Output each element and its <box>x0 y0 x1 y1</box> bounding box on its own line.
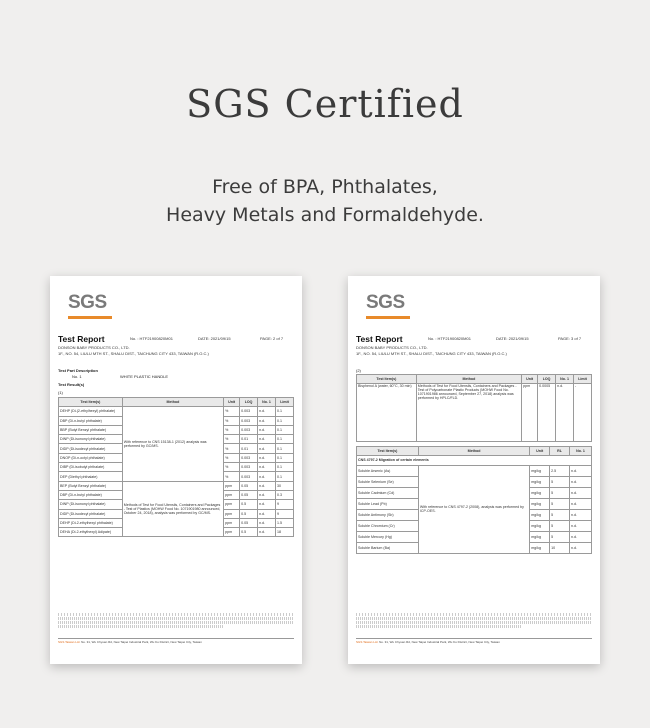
table-header: No. 1 <box>556 375 574 384</box>
value-cell: 0.003 <box>240 407 258 416</box>
test-item: DEHP (Di-2-ethylhexyl phthalate) <box>59 518 123 527</box>
value-cell: n.d. <box>258 435 276 444</box>
value-cell: mg/kg <box>530 531 550 542</box>
value-cell: % <box>224 407 240 416</box>
part-name: WHITE PLASTIC HANDLE <box>120 374 169 379</box>
subtitle-line-2: Heavy Metals and Formaldehyde. <box>166 204 484 226</box>
sgs-logo: SGS <box>366 292 410 322</box>
value-cell: 5 <box>550 520 570 531</box>
test-item: Soluble Lead (Pb) <box>357 498 419 509</box>
value-cell: 0.1 <box>276 453 294 462</box>
value-cell: 18 <box>276 528 294 537</box>
value-cell: mg/kg <box>530 498 550 509</box>
value-cell: mg/kg <box>530 520 550 531</box>
value-cell: n.d. <box>570 498 592 509</box>
table-header: Test Item(s) <box>357 375 417 384</box>
value-cell: 0.01 <box>240 444 258 453</box>
value-cell: n.d. <box>570 520 592 531</box>
test-item: Soluble Selenium (Se) <box>357 476 419 487</box>
value-cell: mg/kg <box>530 476 550 487</box>
value-cell: 0.5 <box>240 500 258 509</box>
value-cell: ppm <box>224 509 240 518</box>
table-header: Method <box>416 375 521 384</box>
value-cell: 30 <box>276 481 294 490</box>
table-header: RL <box>550 447 570 456</box>
value-cell: 5 <box>550 476 570 487</box>
value-cell: 0.01 <box>240 435 258 444</box>
test-item: DBP (Di-n-butyl phthalate) <box>59 490 123 499</box>
table-header: Limit <box>276 398 294 407</box>
table-header: No. 1 <box>570 447 592 456</box>
method-cell: Methods of Test for Food Utensils, Containers and Packages - Test of Plastics (MOHW Food No. 1071901980 announced, October 24, 2018), analysis was performed by GC/MS. <box>122 481 223 537</box>
value-cell: 0.1 <box>276 435 294 444</box>
test-item: DIDP (Di-isodecyl phthalate) <box>59 444 123 453</box>
value-cell: ppm <box>224 518 240 527</box>
footer-company: SGS Taiwan Ltd. No. 31, Wu Chyuan Rd, New Taipei Industrial Park, Wu Ku District, New Taipei City, Taiwan <box>58 638 294 645</box>
elements-table <box>356 446 592 554</box>
value-cell: 0.05 <box>240 481 258 490</box>
value-cell: 0.1 <box>276 416 294 425</box>
value-cell: ppm <box>224 490 240 499</box>
value-cell: n.d. <box>258 407 276 416</box>
bpa-table: Test Item(s) Method Unit LOQ No. 1 Limit Bisphenol A (water, 60°C, 30 min) Methods of Test for Food Utensils, Containers and Packages - Test of Polycarbonate Plastic Products (MOHW Food No. 1071901986 announced, September 27, 2018) analysis was performed by HPLC/FLD. ppm 0.0005 n.d. - <box>356 374 592 442</box>
test-item: DEP (Diethyl phthalate) <box>59 472 123 481</box>
value-cell: n.d. <box>258 528 276 537</box>
company-block: DONSON BABY PRODUCTS CO., LTD. 1F., NO. 54, LIULU MTH ST., SHALU DIST., TAICHUNG CITY 433, TAIWAN (R.O.C.) <box>58 345 209 356</box>
value-cell: n.d. <box>258 425 276 434</box>
sgs-logo: SGS <box>68 292 112 322</box>
value-cell: 2.5 <box>550 465 570 476</box>
method-cell: With reference to CNS 15138-1 (2012) analysis was performed by GC/MS. <box>122 407 223 481</box>
table-header: Test Item(s) <box>357 447 419 456</box>
table-header: LOQ <box>240 398 258 407</box>
table-header: LOQ <box>538 375 556 384</box>
test-item: DINP (Di-isononyl phthalate) <box>59 500 123 509</box>
part-number: No. 1 <box>72 374 82 379</box>
value-cell: 5 <box>550 498 570 509</box>
value-cell: 9 <box>276 500 294 509</box>
value-cell: n.d. <box>570 476 592 487</box>
value-cell: % <box>224 435 240 444</box>
part-description-label: Test Part Description <box>58 368 98 373</box>
table-header: Method <box>418 447 529 456</box>
test-item: DEHP (Di-(2-ethylhexyl) phthalate) <box>59 407 123 416</box>
test-item: Soluble Chromium (Cr) <box>357 520 419 531</box>
report-title: Test Report <box>356 334 403 344</box>
footer-company: SGS Taiwan Ltd. No. 31, Wu Chyuan Rd, New Taipei Industrial Park, Wu Ku District, New Taipei City, Taiwan <box>356 638 592 645</box>
value-cell: n.d. <box>258 453 276 462</box>
report-page: PAGE: 3 of 7 <box>558 336 582 341</box>
report-page: PAGE: 2 of 7 <box>260 336 284 341</box>
test-item: DINP (Di-isononyl phthalate) <box>59 435 123 444</box>
value-cell: n.d. <box>258 472 276 481</box>
value-cell: % <box>224 416 240 425</box>
value-cell: 0.1 <box>276 463 294 472</box>
table-header: Unit <box>522 375 538 384</box>
value-cell: mg/kg <box>530 542 550 553</box>
value-cell: 0.003 <box>240 425 258 434</box>
value-cell: 0.003 <box>240 472 258 481</box>
value-cell: 10 <box>550 542 570 553</box>
test-item: DIDP (Di-isodecyl phthalate) <box>59 509 123 518</box>
value-cell: n.d. <box>258 481 276 490</box>
test-item: DBP (Di-n-butyl phthalate) <box>59 416 123 425</box>
value-cell: 0.5 <box>240 528 258 537</box>
value-cell: % <box>224 444 240 453</box>
value-cell: n.d. <box>258 490 276 499</box>
report-date: DATE: 2021/09/15 <box>496 336 529 341</box>
section-heading: CNS 4797-2 Migration of certain elements <box>357 456 592 465</box>
value-cell: 5 <box>550 509 570 520</box>
value-cell: mg/kg <box>530 509 550 520</box>
value-cell: ppm <box>224 500 240 509</box>
value-cell: n.d. <box>570 487 592 498</box>
value-cell: % <box>224 463 240 472</box>
test-item: DNOP (Di-n-octyl phthalate) <box>59 453 123 462</box>
results-label: Test Result(s) <box>58 382 85 387</box>
value-cell: 1.5 <box>276 518 294 527</box>
footer-disclaimer <box>58 613 294 628</box>
test-report-page-2 <box>50 276 302 664</box>
value-cell: n.d. <box>258 444 276 453</box>
value-cell: 0.003 <box>240 416 258 425</box>
value-cell: n.d. <box>258 509 276 518</box>
test-item: Soluble Cadmium (Cd) <box>357 487 419 498</box>
table-header: Unit <box>530 447 550 456</box>
table-header: No. 1 <box>258 398 276 407</box>
table-row <box>59 407 294 416</box>
value-cell: 0.1 <box>276 472 294 481</box>
value-cell: n.d. <box>570 465 592 476</box>
value-cell: ppm <box>224 481 240 490</box>
value-cell: % <box>224 453 240 462</box>
report-number: No. : HTF21900820M01 <box>428 336 471 341</box>
value-cell: n.d. <box>570 531 592 542</box>
test-item: Soluble Barium (Ba) <box>357 542 419 553</box>
value-cell: % <box>224 472 240 481</box>
value-cell: n.d. <box>258 463 276 472</box>
value-cell: mg/kg <box>530 465 550 476</box>
value-cell: 0.1 <box>276 407 294 416</box>
value-cell: 0.05 <box>240 518 258 527</box>
report-title: Test Report <box>58 334 105 344</box>
results-table <box>58 397 294 537</box>
value-cell: 0.3 <box>276 490 294 499</box>
test-item: Soluble Antimony (Sb) <box>357 509 419 520</box>
value-cell: 9 <box>276 509 294 518</box>
value-cell: n.d. <box>258 518 276 527</box>
value-cell: mg/kg <box>530 487 550 498</box>
table-header: Method <box>122 398 223 407</box>
report-number: No. : HTF21900820M01 <box>130 336 173 341</box>
value-cell: ppm <box>224 528 240 537</box>
test-item: DEHA (Di-2-ethylhexyl) Adipate) <box>59 528 123 537</box>
headline: SGS Certified <box>186 82 464 126</box>
table-header: Unit <box>224 398 240 407</box>
value-cell: 0.1 <box>276 425 294 434</box>
test-item: DIBP (Di-isobutyl phthalate) <box>59 463 123 472</box>
test-item: Soluble Mercury (Hg) <box>357 531 419 542</box>
section-label: (1) <box>58 390 63 395</box>
value-cell: 0.5 <box>240 509 258 518</box>
table-header: Test Item(s) <box>59 398 123 407</box>
report-date: DATE: 2021/09/15 <box>198 336 231 341</box>
value-cell: n.d. <box>258 500 276 509</box>
footer-disclaimer <box>356 613 592 628</box>
value-cell: 5 <box>550 531 570 542</box>
test-report-page-3 <box>348 276 600 664</box>
value-cell: 0.1 <box>276 444 294 453</box>
test-item: BEP (Butyl Benzyl phthalate) <box>59 481 123 490</box>
value-cell: 0.05 <box>240 490 258 499</box>
value-cell: 0.003 <box>240 453 258 462</box>
table-header: Limit <box>574 375 592 384</box>
value-cell: n.d. <box>570 542 592 553</box>
section-label: (2) <box>356 368 361 373</box>
subtitle-line-1: Free of BPA, Phthalates, <box>212 176 438 198</box>
value-cell: n.d. <box>258 416 276 425</box>
method-cell: With reference to CNS 4797-2 (2008), analysis was performed by ICP-OES. <box>418 465 529 553</box>
table-row <box>59 481 294 490</box>
value-cell: 5 <box>550 487 570 498</box>
test-item: Soluble Arsenic (As) <box>357 465 419 476</box>
value-cell: n.d. <box>570 509 592 520</box>
company-block: DONSON BABY PRODUCTS CO., LTD. 1F., NO. 54, LIULU MTH ST., SHALU DIST., TAICHUNG CITY 433, TAIWAN (R.O.C.) <box>356 345 507 356</box>
table-row <box>357 465 592 476</box>
value-cell: 0.003 <box>240 463 258 472</box>
value-cell: % <box>224 425 240 434</box>
test-item: BBP (Butyl Benzyl phthalate) <box>59 425 123 434</box>
